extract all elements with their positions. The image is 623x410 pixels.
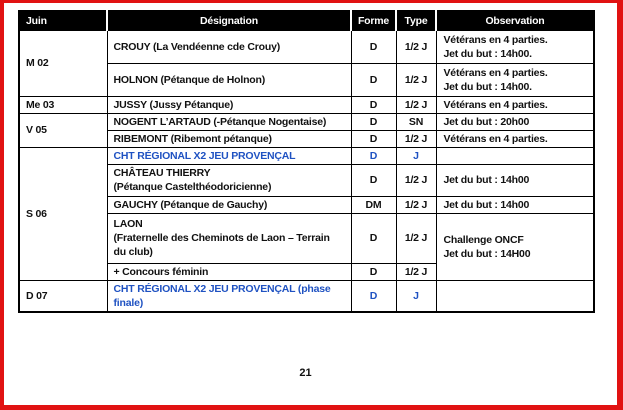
- designation-cell: [107, 63, 351, 96]
- designation-line: CHT RÉGIONAL X2 JEU PROVENÇAL (phase: [113, 282, 331, 295]
- designation-line: (Fraternelle des Cheminots de Laon – Terrain: [113, 232, 330, 244]
- table-row: [19, 30, 594, 63]
- designation-cell: [107, 30, 351, 63]
- designation-cell: [107, 196, 351, 213]
- designation-cell: [107, 96, 351, 113]
- type-cell: SN: [396, 113, 436, 130]
- forme-cell: D: [351, 147, 396, 164]
- designation-line: CHT RÉGIONAL X2 JEU PROVENÇAL: [113, 149, 296, 162]
- observation-line: Vétérans en 4 parties.: [443, 132, 548, 145]
- designation-cell: [107, 147, 351, 164]
- type-cell: 1/2 J: [396, 96, 436, 113]
- observation-cell: [436, 63, 594, 96]
- observation-cell: [436, 213, 594, 280]
- observation-cell: [436, 280, 594, 312]
- date-cell: Me 03: [19, 96, 107, 113]
- designation-line: (Pétanque Castelthéodoricienne): [113, 181, 272, 193]
- observation-cell: [436, 164, 594, 196]
- observation-cell: [436, 196, 594, 213]
- observation-line: Vétérans en 4 parties.: [443, 66, 548, 79]
- type-cell: J: [396, 280, 436, 312]
- designation-cell: [107, 213, 351, 263]
- table-row: [19, 96, 594, 113]
- observation-line: Jet du but : 14h00.: [443, 80, 532, 93]
- type-cell: 1/2 J: [396, 164, 436, 196]
- designation-line: CROUY (La Vendéenne cde Crouy): [113, 40, 281, 53]
- header-row: [19, 11, 594, 30]
- page-number: 21: [299, 367, 312, 379]
- designation-line: finale): [113, 296, 144, 309]
- date-cell: V 05: [19, 113, 107, 147]
- observation-line: Vétérans en 4 parties.: [443, 33, 548, 46]
- observation-cell: [436, 147, 594, 164]
- table-row: [19, 113, 594, 130]
- observation-cell: [436, 130, 594, 147]
- forme-cell: D: [351, 130, 396, 147]
- observation-line: Jet du but : 14H00: [443, 247, 531, 260]
- date-cell: D 07: [19, 280, 107, 312]
- date-cell: M 02: [19, 30, 107, 96]
- column-header-forme: Forme: [351, 11, 396, 30]
- type-cell: 1/2 J: [396, 263, 436, 280]
- type-cell: 1/2 J: [396, 213, 436, 263]
- forme-cell: D: [351, 263, 396, 280]
- forme-cell: D: [351, 63, 396, 96]
- observation-line: Vétérans en 4 parties.: [443, 98, 548, 111]
- observation-cell: [436, 96, 594, 113]
- designation-cell: [107, 130, 351, 147]
- designation-line: RIBEMONT (Ribemont pétanque): [113, 132, 272, 145]
- designation-cell: [107, 164, 351, 196]
- forme-cell: D: [351, 213, 396, 263]
- date-cell: S 06: [19, 147, 107, 280]
- observation-line: Jet du but : 14h00.: [443, 47, 532, 60]
- table-row: [19, 147, 594, 164]
- forme-cell: D: [351, 96, 396, 113]
- type-cell: 1/2 J: [396, 130, 436, 147]
- observation-line: Jet du but : 14h00: [443, 174, 530, 186]
- type-cell: 1/2 J: [396, 30, 436, 63]
- forme-cell: D: [351, 280, 396, 312]
- column-header-designation: Désignation: [107, 11, 351, 30]
- designation-line: GAUCHY (Pétanque de Gauchy): [113, 198, 268, 211]
- designation-cell: [107, 280, 351, 312]
- designation-cell: [107, 113, 351, 130]
- forme-cell: DM: [351, 196, 396, 213]
- designation-line: HOLNON (Pétanque de Holnon): [113, 73, 266, 86]
- column-header-juin: Juin: [19, 11, 107, 30]
- designation-line: JUSSY (Jussy Pétanque): [113, 98, 234, 111]
- designation-line: LAON: [113, 218, 143, 230]
- designation-line: + Concours féminin: [113, 265, 209, 278]
- designation-line: CHÂTEAU THIERRY: [113, 167, 211, 179]
- type-cell: 1/2 J: [396, 63, 436, 96]
- observation-cell: [436, 113, 594, 130]
- type-cell: J: [396, 147, 436, 164]
- forme-cell: D: [351, 113, 396, 130]
- calendar-table: [18, 10, 595, 313]
- forme-cell: D: [351, 164, 396, 196]
- column-header-type: Type: [396, 11, 436, 30]
- table-row: [19, 280, 594, 312]
- designation-line: NOGENT L’ARTAUD (-Pétanque Nogentaise): [113, 115, 327, 128]
- designation-cell: [107, 263, 351, 280]
- type-cell: 1/2 J: [396, 196, 436, 213]
- designation-line: du club): [113, 246, 153, 258]
- observation-line: Challenge ONCF: [443, 233, 524, 246]
- column-header-observation: Observation: [436, 11, 594, 30]
- forme-cell: D: [351, 30, 396, 63]
- observation-line: Jet du but : 20h00: [443, 115, 530, 128]
- observation-cell: [436, 30, 594, 63]
- observation-line: Jet du but : 14h00: [443, 198, 530, 211]
